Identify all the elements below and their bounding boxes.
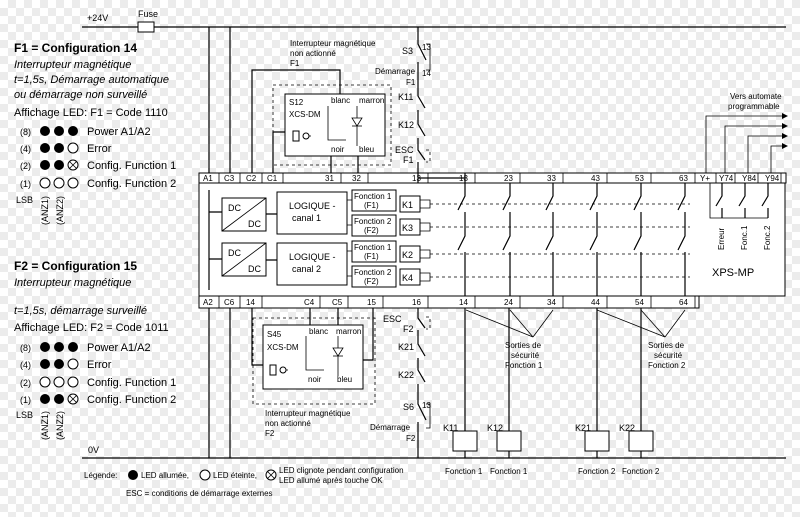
terminal-top-label: 53 xyxy=(635,174,644,183)
led-off-icon xyxy=(68,178,78,188)
led-on-icon xyxy=(68,126,78,136)
k11-contact xyxy=(418,88,425,118)
led-on-icon xyxy=(68,342,78,352)
plc-outputs-wiring xyxy=(706,116,782,173)
f2-row-num: (1) xyxy=(20,395,31,405)
out-fonc2: Fonc.2 xyxy=(763,225,772,250)
logic-1-line1: LOGIQUE - xyxy=(289,201,336,211)
f2-row-num: (2) xyxy=(20,378,31,388)
led-blink-icon xyxy=(266,470,276,480)
bottom-wire-bleu: bleu xyxy=(337,375,353,384)
led-blink-icon xyxy=(68,394,78,404)
s3-14: 14 xyxy=(422,69,431,78)
bottom-switch-label-3: F2 xyxy=(265,429,275,438)
k21-coil-label: K21 xyxy=(575,423,592,433)
k21-label: K21 xyxy=(398,342,415,352)
led-on-icon xyxy=(54,394,64,404)
f1-row-num: (1) xyxy=(20,179,31,189)
s6-label: S6 xyxy=(403,402,415,412)
terminal-top-label: C3 xyxy=(224,174,235,183)
automate-line-2: programmable xyxy=(728,102,780,111)
legend-blink-1: LED clignote pendant configuration xyxy=(279,466,404,475)
k22-coil xyxy=(629,431,653,451)
terminal-top-label: Y84 xyxy=(742,174,757,183)
led-on-icon xyxy=(40,126,50,136)
led-on-icon xyxy=(40,143,50,153)
b-esc-f2: F2 xyxy=(403,324,414,334)
f1-led-display: Affichage LED: F1 = Code 1110 xyxy=(14,107,168,119)
terminal-top-label: A1 xyxy=(203,174,213,183)
terminal-bottom-label: 24 xyxy=(504,298,513,307)
bottom-switch-id: S45 xyxy=(267,330,282,339)
led-off-icon xyxy=(200,470,210,480)
relay-k4-label: K4 xyxy=(402,273,414,283)
out1-line3: Fonction 1 xyxy=(505,361,543,370)
terminal-bottom-label: 14 xyxy=(246,298,255,307)
terminal-top-label: C1 xyxy=(267,174,278,183)
s3-demarrage: Démarrage xyxy=(375,67,416,76)
terminal-top-label: Y74 xyxy=(719,174,734,183)
k22-label: K22 xyxy=(398,370,415,380)
s3-contact xyxy=(418,27,426,88)
k21-coil xyxy=(585,431,609,451)
top-switch-id: S12 xyxy=(289,98,304,107)
led-on-icon xyxy=(54,160,64,170)
f1-row-num: (2) xyxy=(20,161,31,171)
f1-row-num: (4) xyxy=(20,144,31,154)
f2-row-label: Error xyxy=(87,359,112,371)
esc-label: ESC xyxy=(395,145,414,155)
s6-demarrage: Démarrage xyxy=(370,423,411,432)
f2-anz2: (ANZ2) xyxy=(55,411,65,440)
dcdc-2-in: DC xyxy=(228,248,241,258)
fn-label-k11: Fonction 1 xyxy=(445,467,483,476)
terminal-top-label: 63 xyxy=(679,174,688,183)
f1-row-label: Config. Function 1 xyxy=(87,160,177,172)
fn2-ch1-l1: Fonction 2 xyxy=(354,217,392,226)
k11-label: K11 xyxy=(398,92,414,102)
f2-title: F2 = Configuration 15 xyxy=(14,259,138,273)
relay-k3-label: K3 xyxy=(402,223,414,233)
led-on-icon xyxy=(54,359,64,369)
bottom-wire-noir: noir xyxy=(308,375,322,384)
led-on-icon xyxy=(54,143,64,153)
out-erreur: Erreur xyxy=(717,227,726,250)
dcdc-1-in: DC xyxy=(228,203,241,213)
fn1-ch1-l2: (F1) xyxy=(364,201,379,210)
terminal-bottom-label: 34 xyxy=(547,298,556,307)
b-esc-label: ESC xyxy=(383,314,402,324)
led-off-icon xyxy=(54,178,64,188)
k12-coil-label: K12 xyxy=(487,423,504,433)
terminal-top-label: Y+ xyxy=(700,174,711,183)
f1-desc-2: t=1,5s, Démarrage automatique xyxy=(14,74,170,86)
terminal-bottom-label: 64 xyxy=(679,298,688,307)
terminal-top-label: C2 xyxy=(246,174,257,183)
out-fonc1: Fonc.1 xyxy=(740,225,749,250)
k12-label: K12 xyxy=(398,120,415,130)
s3-f1: F1 xyxy=(406,78,416,87)
top-terminal-strip xyxy=(199,173,786,183)
led-blink-icon xyxy=(68,160,78,170)
legend-label: Légende: xyxy=(84,471,118,480)
14-wire xyxy=(252,308,263,365)
fn1-ch1-l1: Fonction 1 xyxy=(354,192,392,201)
bottom-wire-blanc: blanc xyxy=(309,327,329,336)
top-wire-blanc: blanc xyxy=(331,96,351,105)
fn-label-k21: Fonction 2 xyxy=(578,467,616,476)
terminal-top-label: 13 xyxy=(412,174,421,183)
fn-label-k12: Fonction 1 xyxy=(490,467,528,476)
f1-row-label: Power A1/A2 xyxy=(87,126,151,138)
s3-label: S3 xyxy=(402,46,414,56)
bottom-switch-label-2: non actionné xyxy=(265,419,311,428)
15-wire xyxy=(363,308,373,360)
led-on-icon xyxy=(40,394,50,404)
f1-desc-1: Interrupteur magnétique xyxy=(14,59,132,71)
bottom-switch-model: XCS-DM xyxy=(267,343,299,352)
led-on-icon xyxy=(40,342,50,352)
out2-line2: sécurité xyxy=(654,351,683,360)
f2-row-num: (8) xyxy=(20,343,31,353)
terminal-top-label: 31 xyxy=(325,174,334,183)
fn1-ch2-l1: Fonction 1 xyxy=(354,243,392,252)
zero-v-label: 0V xyxy=(88,445,100,455)
terminal-bottom-label: 16 xyxy=(412,298,421,307)
f2-row-label: Config. Function 2 xyxy=(87,394,177,406)
f1-desc-3: ou démarrage non surveillé xyxy=(14,89,148,101)
fn2-ch2-l2: (F2) xyxy=(364,277,379,286)
f1-anz1: (ANZ1) xyxy=(40,196,50,225)
b-esc-bracket xyxy=(426,317,430,329)
plus-24v-label: +24V xyxy=(87,13,109,23)
fuse-symbol xyxy=(138,22,154,32)
top-wire-bleu: bleu xyxy=(359,145,375,154)
relay-k2-label: K2 xyxy=(402,250,414,260)
legend-blink-2: LED allumé après touche OK xyxy=(279,476,383,485)
module-name: XPS-MP xyxy=(712,267,755,279)
out2-line1: Sorties de xyxy=(648,341,685,350)
f1-row-label: Error xyxy=(87,143,112,155)
led-off-icon xyxy=(68,143,78,153)
f2-lsb: LSB xyxy=(16,410,34,420)
led-on-icon xyxy=(54,126,64,136)
k22-contact xyxy=(418,366,425,394)
bottom-wire-marron: marron xyxy=(336,327,362,336)
k12-contact xyxy=(418,118,425,146)
f1-lsb: LSB xyxy=(16,195,34,205)
esc-f1: F1 xyxy=(403,155,414,165)
legend-on: LED allumée, xyxy=(141,471,190,480)
b-esc-contact xyxy=(418,308,425,340)
led-off-icon xyxy=(40,377,50,387)
top-wire-marron: marron xyxy=(359,96,385,105)
relay-k1-label: K1 xyxy=(402,200,414,210)
led-on-icon xyxy=(40,160,50,170)
f2-row-num: (4) xyxy=(20,360,31,370)
fn1-ch2-l2: (F1) xyxy=(364,252,379,261)
dcdc-2-out: DC xyxy=(248,264,261,274)
s6-f2: F2 xyxy=(406,434,416,443)
terminal-bottom-label: 44 xyxy=(591,298,600,307)
automate-line-1: Vers automate xyxy=(730,92,782,101)
out1-line2: sécurité xyxy=(511,351,540,360)
terminal-top-label: 33 xyxy=(547,174,556,183)
terminal-top-label: 32 xyxy=(352,174,361,183)
plc-arrow-icons xyxy=(782,113,788,149)
terminal-top-label: 43 xyxy=(591,174,600,183)
f1-title: F1 = Configuration 14 xyxy=(14,41,138,55)
s6-13: 13 xyxy=(422,401,431,410)
k11-coil-label: K11 xyxy=(443,423,459,433)
legend-esc: ESC = conditions de démarrage externes xyxy=(126,489,273,498)
bottom-switch-label-1: Interrupteur magnétique xyxy=(265,409,351,418)
f2-desc-2: t=1,5s, démarrage surveillé xyxy=(14,305,147,317)
f2-desc-1: Interrupteur magnétique xyxy=(14,277,132,289)
f2-anz1: (ANZ1) xyxy=(40,411,50,440)
terminal-top-label: 13 xyxy=(459,174,468,183)
top-wire-noir: noir xyxy=(331,145,345,154)
fn2-ch2-l1: Fonction 2 xyxy=(354,268,392,277)
fuse-label: Fuse xyxy=(138,9,159,19)
led-off-icon xyxy=(40,178,50,188)
f1-anz2: (ANZ2) xyxy=(55,196,65,225)
out1-line1: Sorties de xyxy=(505,341,542,350)
led-off-icon xyxy=(68,377,78,387)
logic-2-line2: canal 2 xyxy=(292,264,322,274)
esc-contact xyxy=(418,146,425,173)
f1-row-label: Config. Function 2 xyxy=(87,178,177,190)
top-switch-label-2: non actionné xyxy=(290,49,336,58)
k22-coil-label: K22 xyxy=(619,423,636,433)
led-off-icon xyxy=(68,359,78,369)
terminal-bottom-label: 15 xyxy=(367,298,376,307)
c1-wire xyxy=(273,132,285,173)
led-off-icon xyxy=(54,377,64,387)
terminal-bottom-label: 14 xyxy=(459,298,468,307)
f1-row-num: (8) xyxy=(20,127,31,137)
led-on-icon xyxy=(54,342,64,352)
led-on-icon xyxy=(128,470,138,480)
fn-label-k22: Fonction 2 xyxy=(622,467,660,476)
terminal-bottom-label: C5 xyxy=(332,298,343,307)
f2-row-label: Power A1/A2 xyxy=(87,342,151,354)
terminal-top-label: 23 xyxy=(504,174,513,183)
k11-coil xyxy=(453,431,477,451)
led-on-icon xyxy=(40,359,50,369)
terminal-bottom-label: 54 xyxy=(635,298,644,307)
terminal-top-label: Y94 xyxy=(765,174,780,183)
logic-2-line1: LOGIQUE - xyxy=(289,252,336,262)
terminal-bottom-label: A2 xyxy=(203,298,213,307)
terminal-bottom-label: C6 xyxy=(224,298,235,307)
fn2-ch1-l2: (F2) xyxy=(364,226,379,235)
top-switch-model: XCS-DM xyxy=(289,110,321,119)
f2-row-label: Config. Function 1 xyxy=(87,377,177,389)
top-switch-label-3: F1 xyxy=(290,59,300,68)
dcdc-1-out: DC xyxy=(248,219,261,229)
terminal-bottom-label: C4 xyxy=(304,298,315,307)
f2-led-display: Affichage LED: F2 = Code 1011 xyxy=(14,322,169,334)
k12-coil xyxy=(497,431,521,451)
esc-bracket xyxy=(426,150,430,162)
out2-line3: Fonction 2 xyxy=(648,361,686,370)
k21-contact xyxy=(418,340,425,366)
top-switch-label-1: Interrupteur magnétique xyxy=(290,39,376,48)
logic-1-line2: canal 1 xyxy=(292,213,322,223)
legend-off: LED éteinte, xyxy=(213,471,258,480)
s3-13: 13 xyxy=(422,43,431,52)
bottom-terminal-strip xyxy=(199,296,699,308)
